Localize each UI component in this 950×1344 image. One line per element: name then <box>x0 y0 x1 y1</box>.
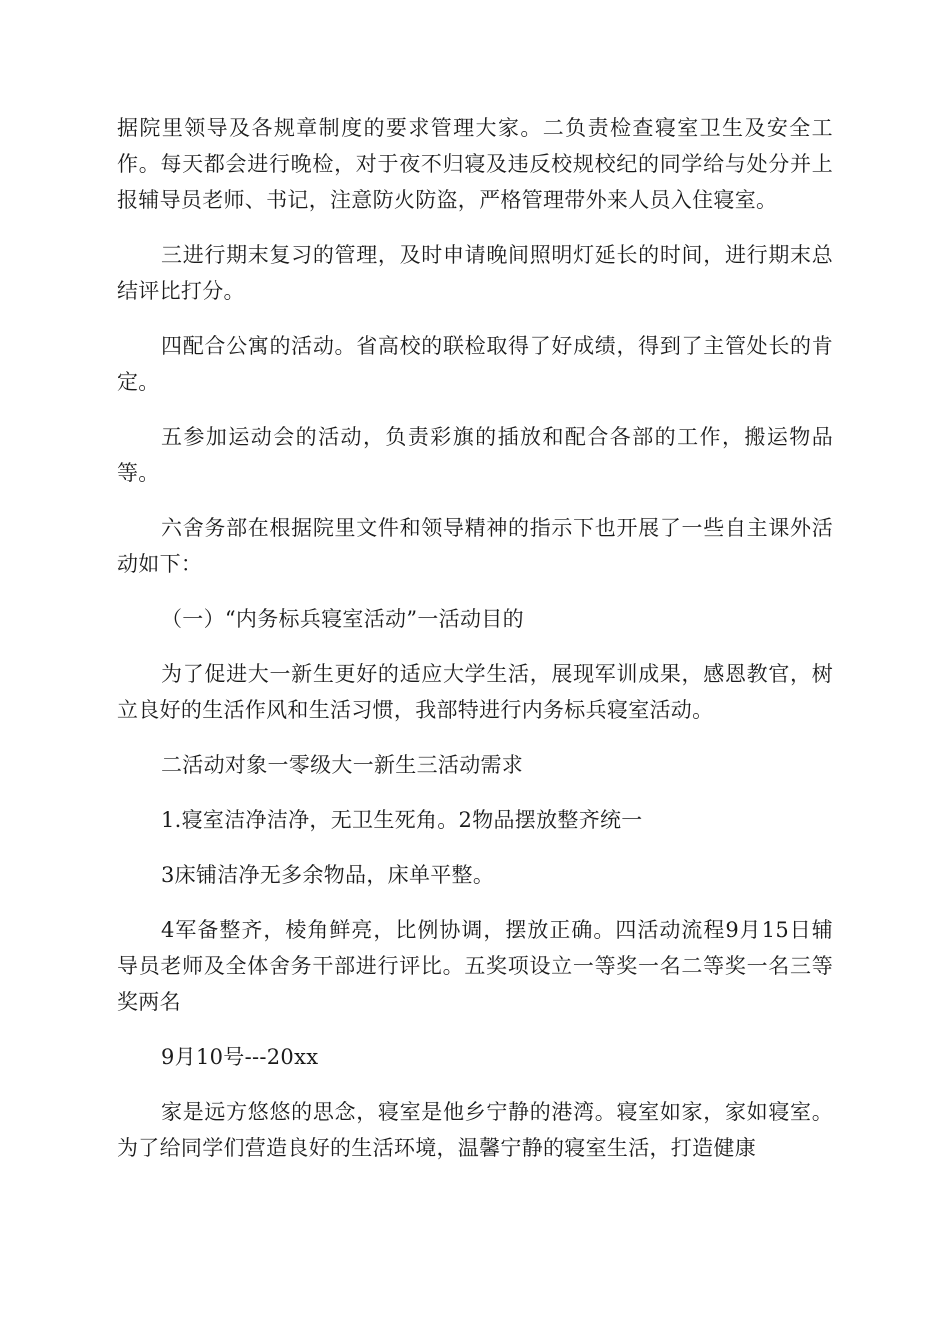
paragraph-apartment-activities: 四配合公寓的活动。省高校的联检取得了好成绩，得到了主管处长的肯定。 <box>117 334 833 394</box>
paragraph-requirement-3: 3床铺洁净无多余物品，床单平整。 <box>161 863 495 887</box>
paragraph-final-review: 三进行期末复习的管理，及时申请晚间照明灯延长的时间，进行期末总结评比打分。 <box>117 243 833 303</box>
paragraph-requirement-1: 1.寝室洁净洁净，无卫生死角。2物品摆放整齐统一 <box>161 808 643 832</box>
paragraph-dorm-management: 据院里领导及各规章制度的要求管理大家。二负责检查寝室卫生及安全工作。每天都会进行晚检，对于夜不归寝及违反校规校纪的同学给与处分并上报辅导员老师、书记，注意防火防盗，严格管理带外来人员入住寝室。 <box>117 116 833 212</box>
paragraph-extracurricular: 六舍务部在根据院里文件和领导精神的指示下也开展了一些自主课外活动如下： <box>117 516 833 576</box>
paragraph-activity-target: 二活动对象一零级大一新生三活动需求 <box>161 753 524 777</box>
document-body <box>117 110 833 1166</box>
paragraph-activity-purpose: 为了促进大一新生更好的适应大学生活，展现军训成果，感恩教官，树立良好的生活作风和生活习惯，我部特进行内务标兵寝室活动。 <box>117 662 833 722</box>
paragraph-dorm-home: 家是远方悠悠的思念，寝室是他乡宁静的港湾。寝室如家，家如寝室。为了给同学们营造良好的生活环境，温馨宁静的寝室生活，打造健康 <box>117 1100 833 1160</box>
paragraph-requirement-4: 4军备整齐，棱角鲜亮，比例协调，摆放正确。四活动流程9月15日辅导员老师及全体舍务干部进行评比。五奖项设立一等奖一名二等奖一名三等奖两名 <box>117 918 833 1014</box>
paragraph-activity-heading: （一）“内务标兵寝室活动”一活动目的 <box>161 607 524 631</box>
paragraph-date: 9月10号---20xx <box>161 1045 319 1069</box>
paragraph-sports-meeting: 五参加运动会的活动，负责彩旗的插放和配合各部的工作，搬运物品等。 <box>117 425 833 485</box>
